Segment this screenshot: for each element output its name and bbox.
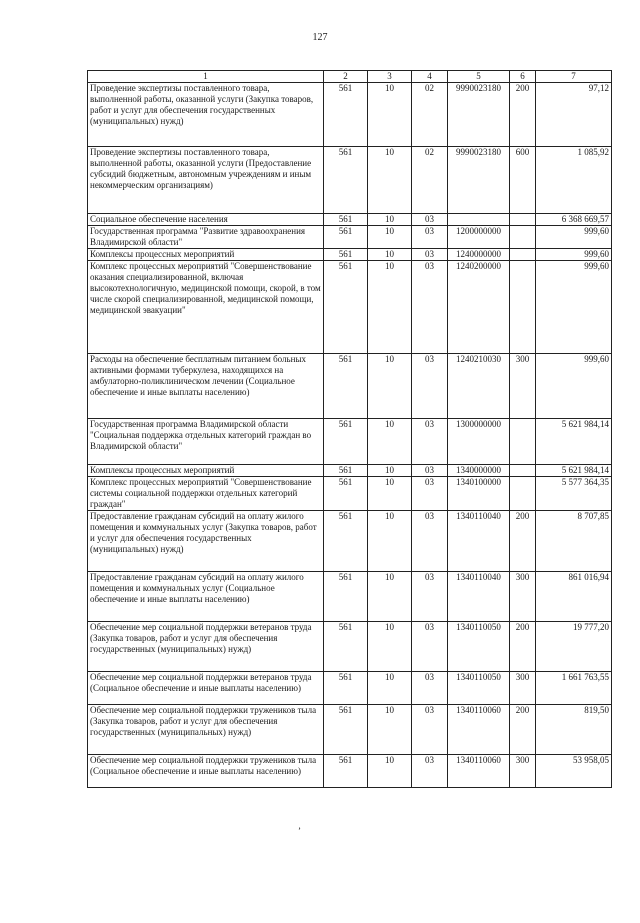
row-name-cell: Предоставление гражданам субсидий на оплату жилого помещения и коммунальных услуг (Закупка товаров, работ и услуг для обеспечения государственных (муниципальных) нужд) (88, 511, 324, 572)
header-cell: 1 (88, 71, 324, 83)
row-target-article-cell: 1300000000 (448, 419, 510, 465)
row-expense-type-cell (510, 249, 536, 261)
row-expense-type-cell: 300 (510, 354, 536, 419)
table-header-row (88, 71, 612, 83)
page-number: 127 (312, 32, 328, 43)
row-expense-type-cell: 300 (510, 755, 536, 788)
table-row (88, 226, 612, 249)
row-target-article-cell: 1240210030 (448, 354, 510, 419)
row-code-cell: 561 (324, 572, 368, 622)
row-subsection-cell: 03 (412, 261, 448, 354)
row-subsection-cell: 02 (412, 83, 448, 147)
table-row (88, 214, 612, 226)
row-name-cell: Государственная программа Владимирской области "Социальная поддержка отдельных категорий граждан во Владимирской области" (88, 419, 324, 465)
row-subsection-cell: 03 (412, 705, 448, 755)
row-target-article-cell: 1340110040 (448, 511, 510, 572)
table-row (88, 465, 612, 477)
table-row (88, 511, 612, 572)
row-expense-type-cell: 200 (510, 83, 536, 147)
row-code-cell: 561 (324, 755, 368, 788)
row-section-cell: 10 (368, 214, 412, 226)
row-amount-cell: 999,60 (536, 249, 612, 261)
row-expense-type-cell: 600 (510, 147, 536, 214)
row-code-cell: 561 (324, 465, 368, 477)
row-section-cell: 10 (368, 622, 412, 672)
row-code-cell: 561 (324, 226, 368, 249)
row-name-cell: Обеспечение мер социальной поддержки тружеников тыла (Закупка товаров, работ и услуг для обеспечения государственных (муниципальных) нужд) (88, 705, 324, 755)
row-expense-type-cell (510, 419, 536, 465)
row-expense-type-cell (510, 214, 536, 226)
row-subsection-cell: 03 (412, 755, 448, 788)
row-amount-cell: 97,12 (536, 83, 612, 147)
row-code-cell: 561 (324, 622, 368, 672)
row-amount-cell: 999,60 (536, 354, 612, 419)
table-row (88, 147, 612, 214)
row-code-cell: 561 (324, 511, 368, 572)
row-name-cell: Расходы на обеспечение бесплатным питанием больных активными формами туберкулеза, находящихся на амбулаторно-поликлиническом лечении (Социальное обеспечение и иные выплаты населению) (88, 354, 324, 419)
header-cell: 4 (412, 71, 448, 83)
row-expense-type-cell (510, 465, 536, 477)
table-row (88, 419, 612, 465)
budget-table-body (88, 71, 612, 788)
row-subsection-cell: 03 (412, 465, 448, 477)
row-subsection-cell: 03 (412, 477, 448, 511)
table-row (88, 83, 612, 147)
row-section-cell: 10 (368, 672, 412, 705)
row-section-cell: 10 (368, 511, 412, 572)
row-amount-cell: 19 777,20 (536, 622, 612, 672)
row-amount-cell: 999,60 (536, 261, 612, 354)
row-amount-cell: 53 958,05 (536, 755, 612, 788)
row-target-article-cell: 1340110040 (448, 572, 510, 622)
row-amount-cell: 1 661 763,55 (536, 672, 612, 705)
row-section-cell: 10 (368, 261, 412, 354)
table-row (88, 249, 612, 261)
row-name-cell: Комплекс процессных мероприятий "Совершенствование системы социальной поддержки отдельных категорий граждан" (88, 477, 324, 511)
row-name-cell: Проведение экспертизы поставленного товара, выполненной работы, оказанной услуги (Предоставление субсидий бюджетным, автономным учреждениям и иным некоммерческим организациям) (88, 147, 324, 214)
row-subsection-cell: 02 (412, 147, 448, 214)
row-amount-cell: 861 016,94 (536, 572, 612, 622)
table-row (88, 477, 612, 511)
table-row (88, 705, 612, 755)
row-amount-cell: 5 621 984,14 (536, 465, 612, 477)
header-cell: 5 (448, 71, 510, 83)
row-subsection-cell: 03 (412, 419, 448, 465)
row-code-cell: 561 (324, 249, 368, 261)
table-row (88, 622, 612, 672)
row-section-cell: 10 (368, 465, 412, 477)
row-subsection-cell: 03 (412, 214, 448, 226)
row-section-cell: 10 (368, 83, 412, 147)
row-target-article-cell: 1200000000 (448, 226, 510, 249)
row-amount-cell: 6 368 669,57 (536, 214, 612, 226)
table-row (88, 354, 612, 419)
row-target-article-cell: 1240000000 (448, 249, 510, 261)
row-code-cell: 561 (324, 214, 368, 226)
row-subsection-cell: 03 (412, 249, 448, 261)
header-cell: 2 (324, 71, 368, 83)
row-expense-type-cell: 200 (510, 705, 536, 755)
row-name-cell: Обеспечение мер социальной поддержки ветеранов труда (Закупка товаров, работ и услуг для обеспечения государственных (муниципальных) нужд) (88, 622, 324, 672)
row-target-article-cell: 1340110060 (448, 755, 510, 788)
row-expense-type-cell (510, 261, 536, 354)
row-target-article-cell: 9990023180 (448, 83, 510, 147)
page-mark: ’ (298, 826, 301, 836)
header-cell: 3 (368, 71, 412, 83)
row-expense-type-cell (510, 226, 536, 249)
row-code-cell: 561 (324, 354, 368, 419)
row-target-article-cell: 1340110050 (448, 672, 510, 705)
row-section-cell: 10 (368, 755, 412, 788)
row-amount-cell: 5 577 364,35 (536, 477, 612, 511)
row-code-cell: 561 (324, 261, 368, 354)
row-name-cell: Социальное обеспечение населения (88, 214, 324, 226)
row-section-cell: 10 (368, 249, 412, 261)
row-name-cell: Комплекс процессных мероприятий "Совершенствование оказания специализированной, включая высокотехнологичную, медицинской помощи, скорой, в том числе скорой специализированной, медицинской помощи, медицинской эвакуации" (88, 261, 324, 354)
row-subsection-cell: 03 (412, 354, 448, 419)
row-target-article-cell: 1340000000 (448, 465, 510, 477)
header-cell: 6 (510, 71, 536, 83)
row-target-article-cell: 1240200000 (448, 261, 510, 354)
table-row (88, 572, 612, 622)
row-section-cell: 10 (368, 226, 412, 249)
row-section-cell: 10 (368, 705, 412, 755)
row-subsection-cell: 03 (412, 622, 448, 672)
row-expense-type-cell: 300 (510, 672, 536, 705)
row-section-cell: 10 (368, 147, 412, 214)
row-expense-type-cell (510, 477, 536, 511)
row-code-cell: 561 (324, 477, 368, 511)
table-row (88, 755, 612, 788)
row-expense-type-cell: 200 (510, 511, 536, 572)
row-section-cell: 10 (368, 354, 412, 419)
row-name-cell: Предоставление гражданам субсидий на оплату жилого помещения и коммунальных услуг (Социальное обеспечение и иные выплаты населению) (88, 572, 324, 622)
row-name-cell: Комплексы процессных мероприятий (88, 249, 324, 261)
budget-table (87, 70, 612, 788)
header-cell: 7 (536, 71, 612, 83)
row-expense-type-cell: 200 (510, 622, 536, 672)
row-amount-cell: 819,50 (536, 705, 612, 755)
row-subsection-cell: 03 (412, 672, 448, 705)
row-code-cell: 561 (324, 83, 368, 147)
row-amount-cell: 5 621 984,14 (536, 419, 612, 465)
table-row (88, 261, 612, 354)
table-row (88, 672, 612, 705)
row-target-article-cell: 1340110050 (448, 622, 510, 672)
row-name-cell: Государственная программа "Развитие здравоохранения Владимирской области" (88, 226, 324, 249)
row-code-cell: 561 (324, 672, 368, 705)
row-name-cell: Комплексы процессных мероприятий (88, 465, 324, 477)
row-section-cell: 10 (368, 419, 412, 465)
row-amount-cell: 1 085,92 (536, 147, 612, 214)
row-name-cell: Обеспечение мер социальной поддержки тружеников тыла (Социальное обеспечение и иные выплаты населению) (88, 755, 324, 788)
row-name-cell: Проведение экспертизы поставленного товара, выполненной работы, оказанной услуги (Закупка товаров, работ и услуг для обеспечения государственных (муниципальных) нужд) (88, 83, 324, 147)
row-code-cell: 561 (324, 147, 368, 214)
row-subsection-cell: 03 (412, 226, 448, 249)
row-amount-cell: 8 707,85 (536, 511, 612, 572)
row-target-article-cell: 1340100000 (448, 477, 510, 511)
row-subsection-cell: 03 (412, 511, 448, 572)
row-name-cell: Обеспечение мер социальной поддержки ветеранов труда (Социальное обеспечение и иные выплаты населению) (88, 672, 324, 705)
row-target-article-cell: 1340110060 (448, 705, 510, 755)
row-expense-type-cell: 300 (510, 572, 536, 622)
row-target-article-cell (448, 214, 510, 226)
row-section-cell: 10 (368, 572, 412, 622)
row-amount-cell: 999,60 (536, 226, 612, 249)
row-section-cell: 10 (368, 477, 412, 511)
row-code-cell: 561 (324, 419, 368, 465)
row-code-cell: 561 (324, 705, 368, 755)
row-target-article-cell: 9990023180 (448, 147, 510, 214)
row-subsection-cell: 03 (412, 572, 448, 622)
